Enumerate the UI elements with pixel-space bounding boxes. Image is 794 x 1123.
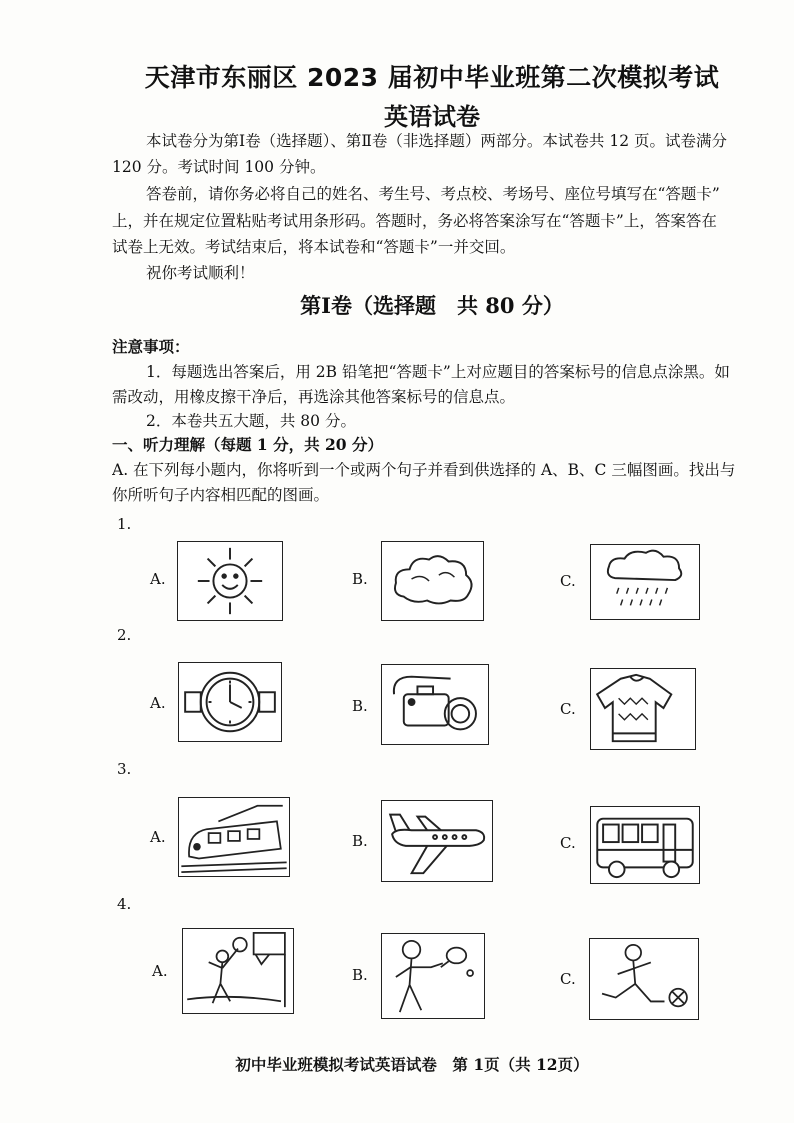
- question-number: 3.: [117, 760, 132, 778]
- train-icon: [179, 798, 289, 876]
- intro-line-1: 本试卷分为第Ⅰ卷（选择题）、第Ⅱ卷（非选择题）两部分。本试卷共 12 页。试卷满分: [146, 132, 727, 150]
- basketball-picture[interactable]: [182, 928, 294, 1014]
- sweater-icon: [591, 669, 695, 749]
- part1-heading: 一、听力理解（每题 1 分，共 20 分）: [112, 435, 383, 454]
- question-number: 1.: [117, 515, 132, 533]
- bus-picture[interactable]: [590, 806, 700, 884]
- intro-line-5: 试卷上无效。考试结束后，将本试卷和“答题卡”一并交回。: [112, 238, 516, 256]
- intro-line-3: 答卷前，请你务必将自己的姓名、考生号、考点校、考场号、座位号填写在“答题卡”: [146, 185, 720, 203]
- cloud-icon: [382, 542, 483, 620]
- camera-picture[interactable]: [381, 664, 489, 745]
- soccer-picture[interactable]: [589, 938, 699, 1020]
- option-label: C.: [560, 572, 576, 590]
- option-label: B.: [352, 697, 368, 715]
- bus-icon: [591, 807, 699, 883]
- part1-instruction-line-2: 你所听句子内容相匹配的图画。: [112, 486, 330, 504]
- watch-icon: [179, 663, 281, 741]
- question-number: 2.: [117, 626, 132, 644]
- plane-picture[interactable]: [381, 800, 493, 882]
- option-label: B.: [352, 570, 368, 588]
- rain-icon: [591, 545, 699, 619]
- cloud-picture[interactable]: [381, 541, 484, 621]
- option-label: C.: [560, 834, 576, 852]
- soccer-icon: [590, 939, 698, 1019]
- train-picture[interactable]: [178, 797, 290, 877]
- exam-title: 天津市东丽区 2023 届初中毕业班第二次模拟考试: [144, 63, 720, 92]
- option-label: C.: [560, 970, 576, 988]
- tennis-picture[interactable]: [381, 933, 485, 1019]
- camera-icon: [382, 665, 488, 744]
- option-label: A.: [150, 570, 166, 588]
- notes-heading: 注意事项：: [112, 337, 190, 356]
- plane-icon: [382, 801, 492, 881]
- tennis-icon: [382, 934, 484, 1018]
- notes-item-2: 2．本卷共五大题，共 80 分。: [146, 412, 356, 430]
- option-label: A.: [150, 828, 166, 846]
- option-label: A.: [152, 962, 168, 980]
- exam-subtitle: 英语试卷: [384, 103, 480, 131]
- intro-line-6: 祝你考试顺利！: [146, 264, 255, 282]
- rain-picture[interactable]: [590, 544, 700, 620]
- page-footer: 初中毕业班模拟考试英语试卷 第 1页（共 12页）: [235, 1055, 589, 1074]
- sun-icon: [178, 542, 282, 620]
- intro-line-2: 120 分。考试时间 100 分钟。: [112, 158, 326, 176]
- intro-line-4: 上，并在规定位置粘贴考试用条形码。答题时，务必将答案涂写在“答题卡”上，答案答在: [112, 212, 717, 230]
- basketball-icon: [183, 929, 293, 1013]
- option-label: C.: [560, 700, 576, 718]
- option-label: B.: [352, 832, 368, 850]
- question-number: 4.: [117, 895, 132, 913]
- part1-instruction-line-1: A. 在下列每小题内，你将听到一个或两个句子并看到供选择的 A、B、C 三幅图画。找出与: [112, 461, 736, 479]
- section-title: 第Ⅰ卷（选择题 共 80 分）: [300, 293, 564, 318]
- sun-picture[interactable]: [177, 541, 283, 621]
- watch-picture[interactable]: [178, 662, 282, 742]
- option-label: B.: [352, 966, 368, 984]
- notes-item-1-line-2: 需改动，用橡皮擦干净后，再选涂其他答案标号的信息点。: [112, 388, 516, 406]
- notes-item-1-line-1: 1．每题选出答案后，用 2B 铅笔把“答题卡”上对应题目的答案标号的信息点涂黑。如: [146, 363, 730, 381]
- option-label: A.: [150, 694, 166, 712]
- sweater-picture[interactable]: [590, 668, 696, 750]
